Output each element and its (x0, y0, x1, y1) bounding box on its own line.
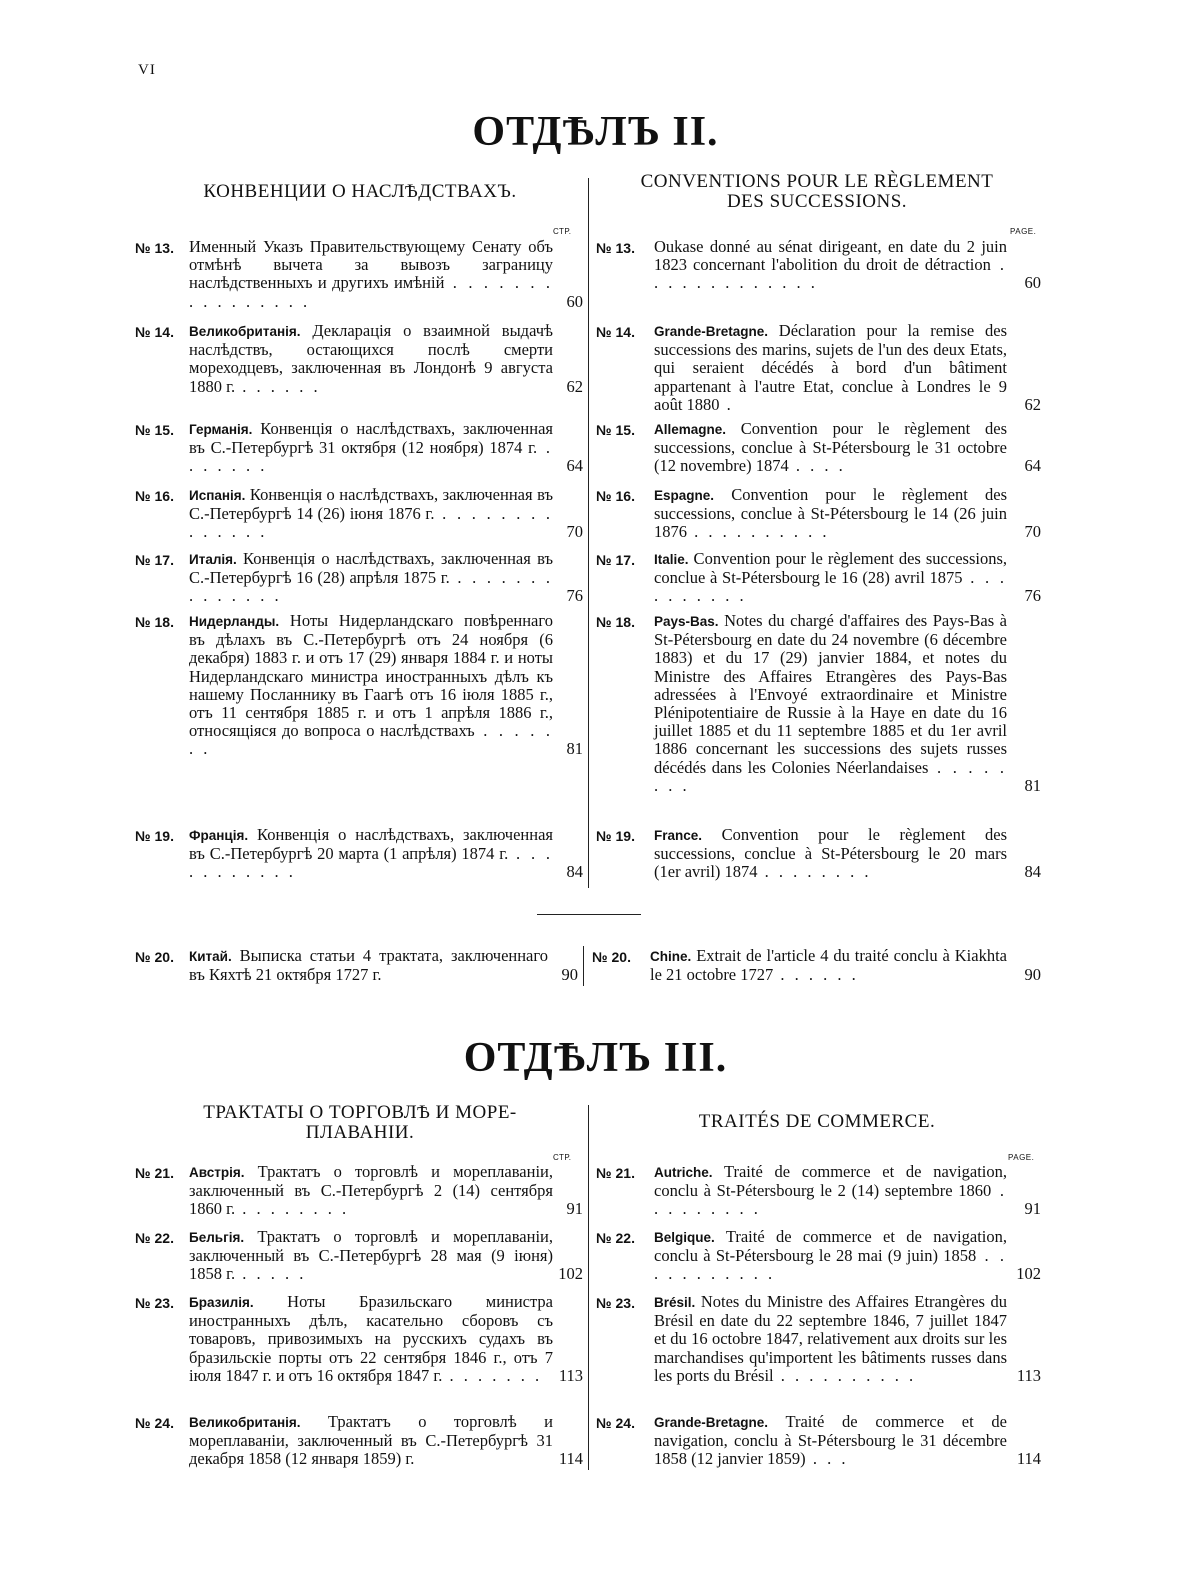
entry-page: 64 (1024, 456, 1041, 476)
entry-description: Convention pour le règlement des successions, conclue à St-Pétersbourg le 31 octobre (12 novembre) 1874 (654, 419, 1007, 476)
entry-description: Конвенція о наслѣдствахъ, заключенная въ С.-Петербургѣ 31 октября (12 ноября) 1874 г. (189, 419, 553, 458)
entry-description: Трактатъ о торговлѣ и мореплаваніи, заключенный въ С.-Петербургѣ 31 декабря 1858 (12 января 1859) г. (189, 1412, 553, 1469)
section-3-title: ОТДѢЛЪ III. (463, 1035, 728, 1081)
entry-left-18 (135, 612, 583, 759)
entry-left-16 (135, 486, 583, 542)
entry-right-15 (596, 420, 1041, 476)
entry-page: 102 (1016, 1264, 1041, 1284)
entry-page: 90 (561, 965, 578, 985)
entry-left-19 (135, 826, 583, 882)
entry-text: France. Convention pour le règlement des successions, conclue à St-Pétersbourg le 20 mars (1er avril) 1874 . . . . . . . . (654, 825, 1007, 882)
entry-description: Именный Указъ Правительствующему Сенату объ отмѣнѣ вычета за вывозъ заграницу наслѣдственныхъ и другихъ имѣній (189, 237, 553, 293)
entry-text: Chine. Extrait de l'article 4 du traité conclu à Kiakhta le 21 octobre 1727 . . . . . . (650, 946, 1007, 985)
entry-description: Oukase donné au sénat dirigeant, en date du 2 juin 1823 concernant l'abolition du droit de détraction (654, 237, 1007, 275)
entry-number: № 18. (596, 614, 635, 630)
entry-number: № 17. (596, 552, 635, 568)
entry-left-13 (135, 238, 583, 311)
entry-text: Австрія. Трактатъ о торговлѣ и мореплаваніи, заключенный въ С.-Петербургѣ 2 (14) сентября 1860 г. . . . . . . . . (189, 1162, 553, 1219)
section-2-title: ОТДѢЛЪ II. (472, 109, 719, 155)
entry-country: Франція. (189, 828, 249, 843)
section-3-left-page-label: СТР. (553, 1153, 572, 1162)
entry-country: Италія. (189, 552, 237, 567)
entry-country: Великобританія. (189, 1415, 301, 1430)
entry-description: Ноты Нидерландскаго повѣреннаго въ дѣлахъ въ С.-Петербургѣ отъ 24 ноября (6 декабря) 1883 г. и отъ 17 (29) января 1884 г. и ноты Нидерландскаго министра иностранныхъ дѣлъ къ нашему Посланнику въ Гаагѣ отъ 16 іюля 1885 г., отъ 11 сентября 1885 г. и отъ 1 апрѣля 1886 г., относящіяся до вопроса о наслѣдствахъ (189, 611, 553, 741)
entry-page: 113 (558, 1365, 583, 1385)
entry-page: 62 (1024, 394, 1041, 414)
entry-text: Grande-Bretagne. Traité de commerce et de navigation, conclu à St-Pétersbourg le 31 décembre 1858 (12 janvier 1859) . . . (654, 1412, 1007, 1469)
entry-description: Трактатъ о торговлѣ и мореплаваніи, заключенный въ С.-Петербургѣ 2 (14) сентября 1860 г. (189, 1162, 553, 1219)
section-3-left-heading-line2: ПЛАВАНІИ. (305, 1122, 415, 1143)
entry-right-18 (596, 612, 1041, 795)
folio: VI (138, 62, 156, 78)
entry-number: № 16. (596, 488, 635, 504)
entry-text: Italie. Convention pour le règlement des successions, conclue à St-Pétersbourg le 16 (28) avril 1875 . . . . . . . . . . (654, 549, 1007, 606)
entry-country: Германія. (189, 422, 253, 437)
section-2-left-page-label: СТР. (553, 227, 572, 236)
entry-text: Именный Указъ Правительствующему Сенату объ отмѣнѣ вычета за вывозъ заграницу наслѣдственныхъ и другихъ имѣній . . . . . . . . . . . . . . . . (189, 237, 554, 311)
entry-country: Великобританія. (189, 324, 301, 339)
entry-text (189, 947, 548, 984)
entry-country: Belgique. (654, 1230, 715, 1245)
entry-description: Декларація о взаимной выдачѣ наслѣдствъ, остающихся послѣ смерти мореходцевъ, заключенная въ Лондонѣ 9 августа 1880 г. (189, 321, 553, 396)
entry-page: 113 (1016, 1365, 1041, 1385)
entry-description: Traité de commerce et de navigation, conclu à St-Pétersbourg le 28 mai (9 juin) 1858 (654, 1227, 1007, 1266)
entry-page: 114 (558, 1449, 583, 1469)
entry-country: Pays-Bas. (654, 614, 719, 629)
entry-number: № 15. (135, 422, 174, 438)
entry-description: Конвенція о наслѣдствахъ, заключенная въ С.-Петербургѣ 16 (28) апрѣля 1875 г. (189, 549, 553, 588)
section-3-right-heading: TRAITÉS DE COMMERCE. (698, 1111, 936, 1132)
entry-right-22 (596, 1228, 1041, 1284)
entry-text: Grande-Bretagne. Déclaration pour la remise des successions des marins, sujets de l'un des deux Etats, qui seraient décédés à bord d'un bâtiment appartenant à l'autre Etat, conclue à Londres le 9 août 1880 . (654, 321, 1007, 414)
entry-left-20 (135, 947, 578, 984)
entry-country: Brésil. (654, 1295, 696, 1310)
entry-left-21 (135, 1163, 583, 1219)
entry-text: Франція. Конвенція о наслѣдствахъ, заключенная въ С.-Петербургѣ 20 марта (1 апрѣля) 1874 г. . . . . . . . . . . . (189, 825, 553, 882)
section-2-right-page-label: PAGE. (1010, 227, 1037, 236)
entry-text: Espagne. Convention pour le règlement des successions, conclue à St-Pétersbourg le 14 (26 juin 1876 . . . . . . . . . . (654, 485, 1007, 542)
entry-number: № 22. (596, 1230, 635, 1246)
section-2-right-heading (592, 172, 1042, 212)
entry-page: 64 (566, 456, 583, 476)
entry-description: Конвенція о наслѣдствахъ, заключенная въ С.-Петербургѣ 14 (26) іюня 1876 г. (189, 485, 553, 524)
entry-text: Бразилія. Ноты Бразильскаго министра иностранныхъ дѣлъ, касательно сборовъ съ товаровъ, привозимыхъ на русскихъ судахъ въ бразильскіе порты отъ 22 сентября 1846 г., отъ 7 іюля 1847 г. и отъ 16 октября 1847 г. . . . . . . . (189, 1292, 553, 1385)
entry-text: Бельгія. Трактатъ о торговлѣ и мореплаваніи, заключенный въ С.-Петербургѣ 28 мая (9 іюня) 1858 г. . . . . . (189, 1227, 553, 1284)
entry-description: Notes du chargé d'affaires des Pays-Bas à St-Pétersbourg en date du 24 novembre (6 décembre 1883) et du 17 (29) janvier 1884, et notes du Ministre des Affaires Etrangères des Pays-Bas adressées à l'Envoyé extraordinaire et Ministre Plénipotentiaire de Russie à la Haye en date du 16 juillet 1885 et du 11 septembre 1885 et du 1er avril 1886 concernant les successions des sujets russes décédés dans les Colonies Néerlandaises (654, 611, 1007, 777)
entry-text: Pays-Bas. Notes du chargé d'affaires des Pays-Bas à St-Pétersbourg en date du 24 novembre (6 décembre 1883) et du 17 (29) janvier 1884, et notes du Ministre des Affaires Etrangères des Pays-Bas adressées à l'Envoyé extraordinaire et Ministre Plénipotentiaire de Russie à la Haye en date du 16 juillet 1885 et du 11 septembre 1885 et du 1er avril 1886 concernant les successions des sujets russes décédés dans les Colonies Néerlandaises . . . . . . . . (654, 611, 1008, 795)
section-3-left-heading-line1: ТРАКТАТЫ О ТОРГОВЛѢ И МОРЕ- (203, 1102, 517, 1123)
entry-number: № 20. (592, 949, 631, 965)
entry-text: Испанія. Конвенція о наслѣдствахъ, заключенная въ С.-Петербургѣ 14 (26) іюня 1876 г. . . . . . . . . . . . . . . (189, 485, 554, 542)
entry-text: Италія. Конвенція о наслѣдствахъ, заключенная въ С.-Петербургѣ 16 (28) апрѣля 1875 г. . . . . . . . . . . . . . . (189, 549, 553, 606)
entry-description: Трактатъ о торговлѣ и мореплаваніи, заключенный въ С.-Петербургѣ 28 мая (9 іюня) 1858 г. (189, 1227, 553, 1284)
entry-left-24 (135, 1413, 583, 1469)
entry-description: Convention pour le règlement des successions, conclue à St-Pétersbourg le 14 (26 juin 1876 (654, 485, 1007, 542)
entry-description: Ноты Бразильскаго министра иностранныхъ дѣлъ, касательно сборовъ съ товаровъ, привозимыхъ на русскихъ судахъ въ бразильскіе порты отъ 22 сентября 1846 г., отъ 7 іюля 1847 г. и отъ 16 октября 1847 г. (189, 1292, 553, 1385)
entry-country: Espagne. (654, 488, 715, 503)
entry-right-21 (596, 1163, 1041, 1219)
entry-number: № 20. (135, 949, 174, 965)
entry-description: Notes du Ministre des Affaires Etrangères du Brésil en date du 22 septembre 1846, 7 juillet 1847 et du 16 octobre 1847, relativement aux droits sur les marchandises qu'importent les bâtiments russes dans les ports du Brésil (654, 1292, 1007, 1385)
entry-page: 81 (1024, 775, 1041, 795)
entry-country: Бельгія. (189, 1230, 245, 1245)
entry-text: Oukase donné au sénat dirigeant, en date du 2 juin 1823 concernant l'abolition du droit de détraction . . . . . . . . . . . . . (654, 237, 1008, 293)
entry-number: № 13. (135, 240, 174, 256)
entry-right-14 (596, 322, 1041, 414)
entry-right-16 (596, 486, 1041, 542)
entry-page: 84 (566, 862, 583, 882)
entry-country: Нидерланды. (189, 614, 280, 629)
entry-right-17 (596, 550, 1041, 606)
entry-page: 91 (1024, 1199, 1041, 1219)
entry-number: № 22. (135, 1230, 174, 1246)
entry-text: Нидерланды. Ноты Нидерландскаго повѣреннаго въ дѣлахъ въ С.-Петербургѣ отъ 24 ноября (6 декабря) 1883 г. и отъ 17 (29) января 1884 г. и ноты Нидерландскаго министра иностранныхъ дѣлъ къ нашему Посланнику въ Гаагѣ отъ 16 іюля 1885 г., отъ 11 сентября 1885 г. и отъ 1 апрѣля 1886 г., относящіяся до вопроса о наслѣдствахъ . . . . . . . (189, 611, 553, 759)
entry-page: 114 (1016, 1449, 1041, 1469)
section-2-column-divider (588, 178, 589, 888)
entry-page: 60 (566, 291, 583, 311)
entry-text: Великобританія. Декларація о взаимной выдачѣ наслѣдствъ, остающихся послѣ смерти мореходцевъ, заключенная въ Лондонѣ 9 августа 1880 г. . . . . . . (189, 321, 553, 396)
entry-left-23 (135, 1293, 583, 1385)
entry-country: Allemagne. (654, 422, 727, 437)
entry-country: Испанія. (189, 488, 246, 503)
entry-left-14 (135, 322, 583, 396)
entry-right-24 (596, 1413, 1041, 1469)
entry-page: 81 (566, 739, 583, 759)
entry-right-23 (596, 1293, 1041, 1385)
entry-number: № 14. (596, 324, 635, 340)
entry-20-column-divider (583, 946, 584, 986)
entry-number: № 24. (135, 1415, 174, 1431)
section-2-separator-rule (537, 914, 641, 915)
entry-number: № 16. (135, 488, 174, 504)
entry-page: 84 (1024, 862, 1041, 882)
entry-country: Grande-Bretagne. (654, 1415, 769, 1430)
entry-right-19 (596, 826, 1041, 882)
entry-right-13 (596, 238, 1041, 293)
entry-country: Grande-Bretagne. (654, 324, 769, 339)
section-2-right-heading-line1: CONVENTIONS POUR LE RÈGLEMENT (640, 171, 994, 192)
entry-page: 91 (566, 1199, 583, 1219)
entry-description: Convention pour le règlement des successions, conclue à St-Pétersbourg le 20 mars (1er avril) 1874 (654, 825, 1007, 882)
entry-country: Italie. (654, 552, 689, 567)
entry-country: France. (654, 828, 703, 843)
entry-number: № 15. (596, 422, 635, 438)
entry-number: № 21. (596, 1165, 635, 1181)
entry-text: Brésil. Notes du Ministre des Affaires Etrangères du Brésil en date du 22 septembre 1846, 7 juillet 1847 et du 16 octobre 1847, relativement aux droits sur les marchandises qu'importent les bâtiments russes dans les ports du Brésil . . . . . . . . . . (654, 1292, 1007, 1385)
section-3-right-page-label: PAGE. (1008, 1153, 1035, 1162)
entry-left-22 (135, 1228, 583, 1284)
entry-number: № 23. (596, 1295, 635, 1311)
entry-description: Déclaration pour la remise des successions des marins, sujets de l'un des deux Etats, qui seraient décédés à bord d'un bâtiment appartenant à l'autre Etat, conclue à Londres le 9 août 1880 (654, 321, 1007, 414)
entry-page: 62 (566, 376, 583, 396)
entry-description: Traité de commerce et de navigation, conclu à St-Pétersbourg le 31 décembre 1858 (12 janvier 1859) (654, 1412, 1007, 1469)
entry-country: Китай. (189, 949, 232, 964)
entry-number: № 21. (135, 1165, 174, 1181)
entry-description: Extrait de l'article 4 du traité conclu à Kiakhta le 21 octobre 1727 (650, 946, 1007, 985)
entry-country: Autriche. (654, 1165, 713, 1180)
entry-page: 90 (1024, 965, 1041, 985)
entry-left-15 (135, 420, 583, 476)
entry-page: 70 (566, 522, 583, 542)
entry-page: 102 (558, 1264, 583, 1284)
entry-number: № 19. (596, 828, 635, 844)
entry-right-20 (592, 947, 1041, 984)
entry-page: 76 (566, 586, 583, 606)
entry-number: № 24. (596, 1415, 635, 1431)
entry-text: Allemagne. Convention pour le règlement des successions, conclue à St-Pétersbourg le 31 octobre (12 novembre) 1874 . . . . (654, 419, 1007, 476)
entry-left-17 (135, 550, 583, 606)
entry-page: 60 (1024, 273, 1041, 293)
entry-text (189, 1413, 553, 1469)
entry-country: Бразилія. (189, 1295, 254, 1310)
entry-page: 70 (1024, 522, 1041, 542)
entry-number: № 13. (596, 240, 635, 256)
section-3-left-heading (135, 1103, 585, 1143)
entry-number: № 14. (135, 324, 174, 340)
entry-country: Австрія. (189, 1165, 245, 1180)
entry-number: № 18. (135, 614, 174, 630)
entry-description: Конвенція о наслѣдствахъ, заключенная въ С.-Петербургѣ 20 марта (1 апрѣля) 1874 г. (189, 825, 553, 864)
entry-text: Германія. Конвенція о наслѣдствахъ, заключенная въ С.-Петербургѣ 31 октября (12 ноября) 1874 г. . . . . . . . (189, 419, 554, 476)
entry-page: 76 (1024, 586, 1041, 606)
entry-country: Chine. (650, 949, 692, 964)
entry-description: Выписка статьи 4 трактата, заключеннаго въ Кяхтѣ 21 октября 1727 г. (189, 946, 548, 985)
entry-text: Belgique. Traité de commerce et de navigation, conclu à St-Pétersbourg le 28 mai (9 juin) 1858 . . . . . . . . . . . (654, 1227, 1008, 1284)
entry-description: Convention pour le règlement des successions, conclue à St-Pétersbourg le 16 (28) avril 1875 (654, 549, 1007, 588)
section-2-left-heading: КОНВЕНЦИИ О НАСЛѢДСТВАХЪ. (203, 181, 517, 202)
entry-number: № 23. (135, 1295, 174, 1311)
entry-number: № 17. (135, 552, 174, 568)
section-2-right-heading-line2: DES SUCCESSIONS. (726, 191, 908, 212)
entry-description: Traité de commerce et de navigation, conclu à St-Pétersbourg le 2 (14) septembre 1860 (654, 1162, 1007, 1201)
entry-text: Autriche. Traité de commerce et de navigation, conclu à St-Pétersbourg le 2 (14) septembre 1860 . . . . . . . . . (654, 1162, 1007, 1219)
section-3-column-divider (588, 1105, 589, 1470)
entry-number: № 19. (135, 828, 174, 844)
